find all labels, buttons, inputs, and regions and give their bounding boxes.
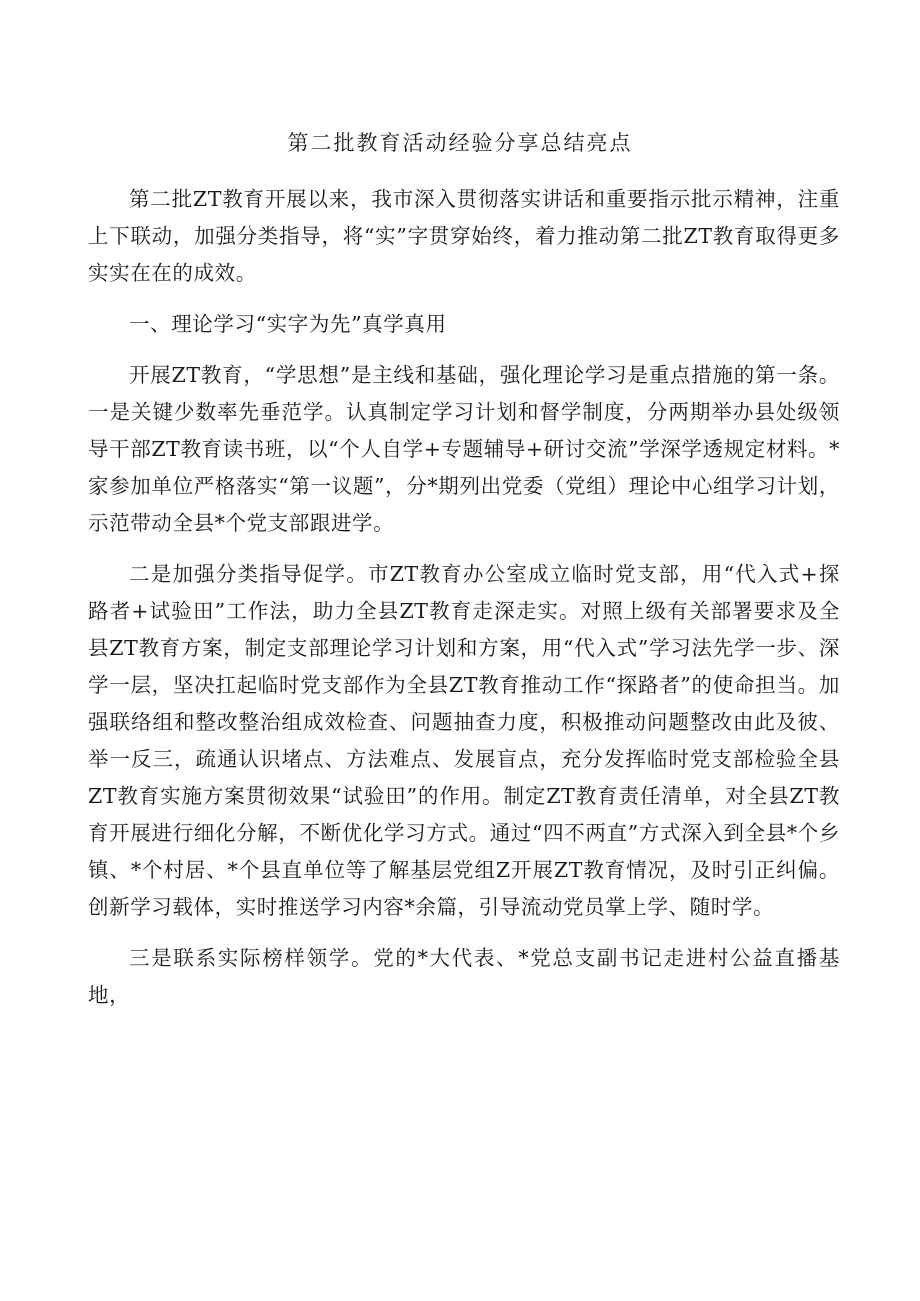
body-paragraph: 三是联系实际榜样领学。党的*大代表、*党总支副书记走进村公益直播基地， xyxy=(88,946,840,1007)
document-body xyxy=(88,181,840,1028)
body-paragraph: 开展ZT教育，“学思想”是主线和基础，强化理论学习是重点措施的第一条。一是关键少数率先垂范学。认真制定学习计划和督学制度，分两期举办县处级领导干部ZT教育读书班，以“个人自学+专题辅导+研讨交流”学深学透规定材料。*家参加单位严格落实“第一议题”，分*期列出党委（党组）理论中心组学习计划，示范带动全县*个党支部跟进学。 xyxy=(88,363,840,535)
section-heading-1: 一、理论学习“实字为先”真学真用 xyxy=(129,312,447,336)
body-paragraph: 二是加强分类指导促学。市ZT教育办公室成立临时党支部，用“代入式+探路者+试验田”工作法，助力全县ZT教育走深走实。对照上级有关部署要求及全县ZT教育方案，制定支部理论学习计划和方案，用“代入式”学习法先学一步、深学一层，坚决扛起临时党支部作为全县ZT教育推动工作“探路者”的使命担当。加强联络组和整改整治组成效检查、问题抽查力度，积极推动问题整改由此及彼、举一反三，疏通认识堵点、方法难点、发展盲点，充分发挥临时党支部检验全县ZT教育实施方案贯彻效果“试验田”的作用。制定ZT教育责任清单，对全县ZT教育开展进行细化分解，不断优化学习方式。通过“四不两直”方式深入到全县*个乡镇、*个村居、*个县直单位等了解基层党组Z开展ZT教育情况，及时引正纠偏。创新学习载体，实时推送学习内容*余篇，引导流动党员掌上学、随时学。 xyxy=(88,562,840,919)
intro-paragraph: 第二批ZT教育开展以来，我市深入贯彻落实讲话和重要指示批示精神，注重上下联动，加强分类指导，将“实”字贯穿始终，着力推动第二批ZT教育取得更多实实在在的成效。 xyxy=(88,187,840,285)
document-title: 第二批教育活动经验分享总结亮点 xyxy=(287,131,633,155)
